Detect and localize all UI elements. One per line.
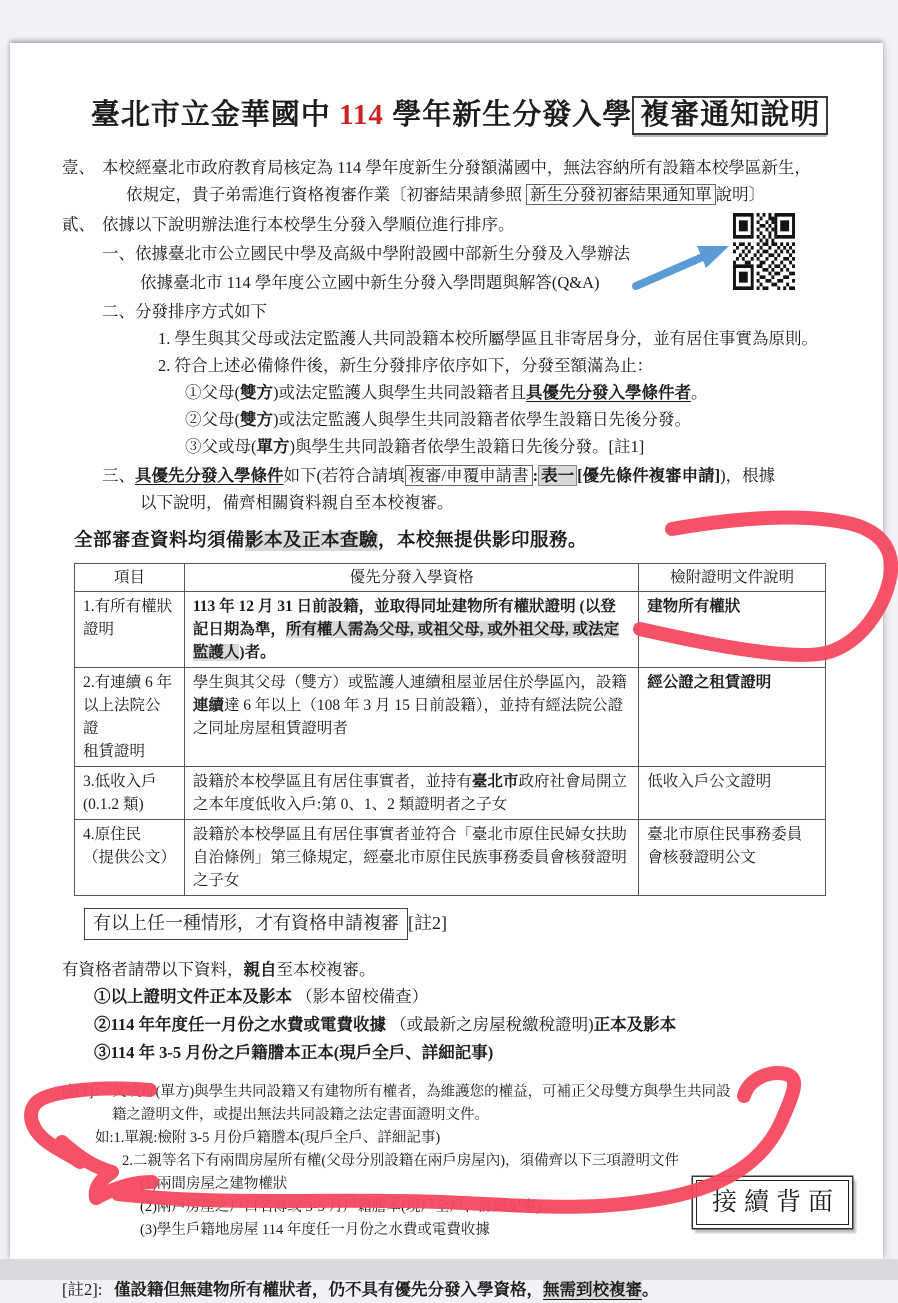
section-1-line1: 本校經臺北市政府教育局核定為 114 學年度新生分發額滿國中，無法容納所有設籍本校學區新生， (102, 158, 811, 177)
priority-qualification-table (74, 563, 826, 896)
note-1-l1: 父或母(單方)與學生共同設籍又有建物所有權者，為維護您的權益，可補正父母雙方與學生共同設 (112, 1084, 731, 1100)
note-2 (62, 1276, 857, 1303)
row2-q3: 達 6 年以上（108 年 3 月 15 日前設籍），並持有經法院公證之同址房屋租賃證明者 (192, 697, 624, 737)
section-1-line2-tail: 說明〕 (715, 185, 766, 204)
table-row (75, 668, 826, 767)
qr-code (733, 213, 795, 290)
note-2-label: [註2]: (62, 1280, 103, 1299)
eligibility-note-ref: [註2] (408, 913, 447, 933)
row1-q1: 113 年 12 月 31 日前設籍，並取得同址建物所有權狀證明 (以登記日期為準， (192, 598, 616, 638)
eligibility-boxed-text: 有以上任一種情形，才有資格申請複審 (84, 908, 408, 940)
item1-normal: （影本留校備查） (292, 987, 429, 1006)
rule-3-e: )，根據 (720, 466, 776, 485)
title-year: 114 (339, 99, 384, 131)
continue-on-back-box: 接續背面 (696, 1180, 849, 1225)
case-3-bold: 單方 (256, 437, 290, 456)
note-1-l4: 2.二親等名下有兩間房屋所有權(父母分別設籍在兩戶房屋內)，須備齊以下三項證明文件 (122, 1153, 680, 1169)
photo-bottom-edge (0, 1259, 898, 1280)
notice-c: ，本校無提供影印服務。 (378, 531, 588, 551)
row3-item-l2: (0.1.2 類) (83, 796, 144, 813)
note-1-l2: 籍之證明文件，或提出無法共同設籍之法定書面證明文件。 (112, 1107, 489, 1123)
row3-item (75, 767, 185, 820)
case-1-e: 。 (691, 383, 708, 402)
row1-item-l1: 1.有所有權狀 (83, 598, 173, 615)
row1-documents: 建物所有權狀 (639, 592, 826, 668)
row3-q2-bold: 臺北市 (471, 773, 519, 790)
item2-bold: ②114 年年度任一月份之水費或電費收據 (94, 1015, 386, 1034)
notice-a: 全部審查資料均須備 (74, 531, 246, 551)
item1-bold: ①以上證明文件正本及影本 (94, 987, 292, 1006)
qr-code-graphic (733, 213, 795, 290)
priority-case-2 (62, 406, 857, 433)
note-2-highlighted-term: 無需到校複審 (543, 1280, 642, 1299)
rule-3-priority-term: 具優先分發入學條件 (135, 466, 284, 485)
intro-c: 至本校複審。 (276, 960, 376, 979)
notice-highlighted: 影本及正本查驗 (245, 531, 379, 551)
row1-q3: )者。 (239, 644, 276, 661)
table-row (75, 820, 826, 896)
row4-item-l2: （提供公文） (83, 849, 177, 866)
case-3-note-ref: [註1] (608, 437, 645, 456)
title-boxed-term: 複審通知說明 (632, 96, 828, 135)
rule-3-number: 三、 (102, 466, 135, 485)
row3-item-l1: 3.低收入戶 (83, 773, 157, 790)
row4-documents: 臺北市原住民事務委員會核發證明公文 (639, 820, 826, 896)
row4-qualification: 設籍於本校學區且有居住事實者並符合「臺北市原住民婦女扶助自治條例」第三條規定，經臺北市原住民族事務委員會核發證明之子女 (184, 820, 638, 896)
title-school: 臺北市立金華國中 (90, 99, 340, 131)
checklist-item-3: ③114 年 3-5 月份之戶籍謄本正本(現戶全戶、詳細記事) (94, 1043, 494, 1062)
note-2-period: 。 (642, 1280, 659, 1299)
row4-item-l1: 4.原住民 (83, 826, 142, 843)
item2-bold2: 正本及影本 (593, 1015, 677, 1034)
row2-q1: 學生與其父母（雙方）或監護人連續租屋並居住於學區內，設籍 (192, 674, 627, 691)
note-1-l5: (1)兩間房屋之建物權狀 (140, 1176, 288, 1192)
rule-2-point-2: 2. 符合上述必備條件後，新生分發排序依序如下，分發至額滿為止： (158, 356, 653, 375)
rule-2 (62, 298, 857, 325)
note-1-l3: 如:1.單親:檢附 3-5 月份戶籍謄本(現戶全戶、詳細記事) (95, 1130, 441, 1146)
row1-item (75, 592, 185, 668)
case-3-c: )與學生共同設籍者依學生設籍日先後分發。 (289, 437, 609, 456)
row1-item-l2: 證明 (83, 621, 115, 638)
note-1-label: [註1]： (62, 1084, 108, 1100)
review-materials-notice (62, 528, 857, 555)
row1-qualification (184, 592, 638, 668)
form-table-1-term: 表一 (538, 465, 577, 486)
row3-qualification (184, 767, 638, 820)
note-2-bold: 僅設籍但無建物所有權狀者，仍不具有優先分發入學資格， (114, 1280, 543, 1299)
section-1 (62, 154, 857, 181)
note-1-line1 (62, 1081, 857, 1104)
case-1-priority-term: 具優先分發入學條件者 (526, 383, 691, 402)
note-1-l7: (3)學生戶籍地房屋 114 年度任一月份之水費或電費收據 (140, 1222, 490, 1238)
checklist-item-1 (62, 983, 857, 1011)
case-1-c: )或法定監護人與學生共同設籍者且 (273, 383, 526, 402)
row2-item-l2: 以上法院公證 (83, 697, 161, 737)
case-2-a: ②父母( (185, 410, 240, 429)
section-1-line2-text: 依規定，貴子弟需進行資格複審作業〔初審結果請參照 (126, 185, 527, 204)
note-1-l6: (2)兩戶房屋之戶口名簿或 3-5 月戶籍謄本(現戶全戶、詳細記事) (140, 1199, 542, 1215)
eligibility-statement (84, 908, 857, 940)
row2-q2-bold: 連續 (192, 697, 224, 714)
checklist-intro (62, 956, 857, 983)
table-row (75, 592, 826, 668)
row2-documents: 經公證之租賃證明 (639, 668, 826, 767)
row2-item-l3: 租賃證明 (83, 743, 146, 760)
note-2-text (114, 1276, 659, 1303)
checklist-item-2 (62, 1011, 857, 1039)
rule-1-number: 一、 (102, 244, 135, 263)
case-2-c: )或法定監護人與學生共同設籍者依學生設籍日先後分發。 (273, 410, 691, 429)
priority-case-1 (62, 379, 857, 406)
title-rest: 學年新生分發入學 (383, 99, 633, 131)
intro-bold: 親自 (243, 960, 277, 979)
case-1-a: ①父母( (185, 383, 240, 402)
page-title (62, 93, 857, 137)
case-3-a: ③父或母( (185, 437, 257, 456)
priority-case-3 (62, 433, 857, 460)
row3-q1: 設籍於本校學區且有居住事實者，並持有 (192, 773, 472, 790)
col-header-item: 項目 (75, 564, 185, 592)
col-header-qualification: 優先分發入學資格 (184, 564, 638, 592)
section-1-line2 (62, 181, 857, 208)
rule-3 (62, 462, 857, 489)
rule-2-point-1: 1. 學生與其父母或法定監護人共同設籍本校所屬學區且非寄居身分，並有居住事實為原則。 (158, 329, 818, 348)
application-form-boxed-term: 複審/申覆申請書 (405, 465, 533, 486)
rule-1-line1: 依據臺北市公立國民中學及高級中學附設國中部新生分發及入學辦法 (135, 244, 630, 263)
row2-item-l1: 2.有連續 6 年 (83, 674, 173, 691)
rule-3-b: 如下(若符合請填 (283, 466, 405, 485)
item2-normal: （或最新之房屋稅繳稅證明) (385, 1015, 594, 1034)
notice-slip-boxed-term: 新生分發初審結果通知單 (526, 184, 716, 205)
intro-a: 有資格者請帶以下資料， (62, 960, 244, 979)
rule-3-line2: 以下說明，備齊相關資料親自至本校複審。 (140, 493, 454, 512)
col-header-documents: 檢附證明文件說明 (639, 564, 826, 592)
row3-documents: 低收入戶公文證明 (639, 767, 826, 820)
rule-2-number: 二、 (102, 302, 135, 321)
rule-3-colon: : (532, 466, 539, 485)
section-1-number: 壹、 (62, 158, 95, 177)
row4-item (75, 820, 185, 896)
table-row (75, 767, 826, 820)
section-2-number: 貳、 (62, 215, 95, 234)
rule-1-line2: 依據臺北市 114 學年度公立國中新生分發入學問題與解答(Q&A) (140, 273, 600, 292)
row1-q2-highlighted: 所有權人需為父母, 或祖父母, 或外祖父母, 或法定監護人 (192, 621, 620, 661)
rule-2-heading: 分發排序方式如下 (135, 302, 267, 321)
row3-q3: 政府社會局開立之本年度低收入戶:第 0、1、2 類證明者之子女 (192, 773, 627, 813)
required-documents-checklist (62, 956, 857, 1067)
table-header-row (75, 564, 826, 592)
case-2-bold: 雙方 (240, 410, 273, 429)
section-2-heading: 依據以下說明辦法進行本校學生分發入學順位進行排序。 (102, 215, 515, 234)
row2-item (75, 668, 185, 767)
row2-qualification (184, 668, 638, 767)
case-1-bold: 雙方 (240, 383, 273, 402)
rule-3-bracket-term: [優先條件複審申請] (577, 466, 721, 485)
